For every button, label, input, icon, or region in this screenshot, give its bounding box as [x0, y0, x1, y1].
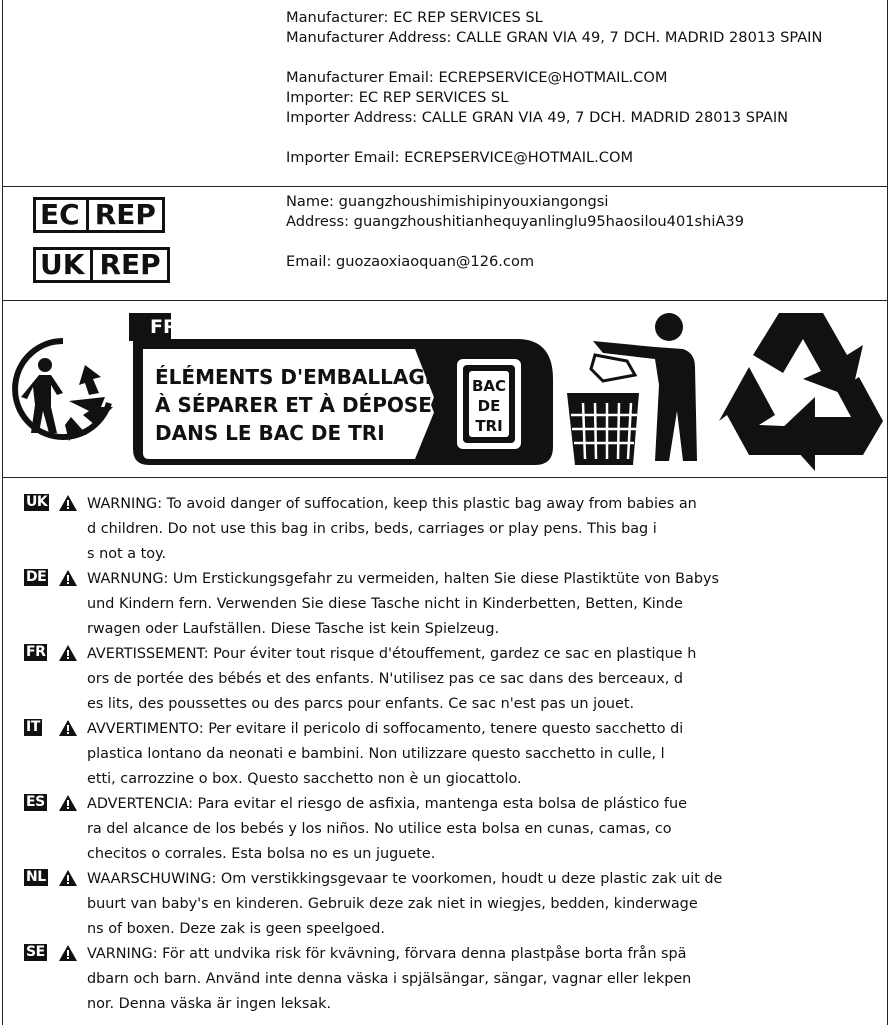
warning-line: plastica lontano da neonati e bambini. Non utilizzare questo sacchetto in culle, l	[87, 746, 665, 762]
warning-triangle-icon	[59, 645, 77, 661]
warning-text-nl	[87, 867, 722, 942]
warning-uk	[3, 492, 887, 567]
uk-rep-right: REP	[99, 248, 161, 281]
flag-de: DE	[26, 569, 47, 585]
info-tri-tag: FR	[150, 316, 178, 338]
importer-address: Importer Address: CALLE GRAN VIA 49, 7 DCH. MADRID 28013 SPAIN	[286, 109, 789, 126]
warning-line: AVVERTIMENTO: Per evitare il pericolo di soffocamento, tenere questo sacchetto di	[87, 721, 684, 737]
warning-line: buurt van baby's en kinderen. Gebruik deze zak niet in wiegjes, bedden, kinderwage	[87, 896, 698, 912]
warning-line: ors de portée des bébés et des enfants. N'utilisez pas ce sac dans des berceaux, d	[87, 671, 684, 687]
info-tri-line-1: ÉLÉMENTS D'EMBALLAGE	[155, 365, 439, 389]
representative-section	[3, 187, 887, 301]
warning-text-es	[87, 792, 687, 867]
warning-text-uk	[87, 492, 697, 567]
manufacturer-name: Manufacturer: EC REP SERVICES SL	[286, 9, 543, 26]
manufacturer-email: Manufacturer Email: ECREPSERVICE@HOTMAIL.COM	[286, 69, 668, 86]
manufacturer-address: Manufacturer Address: CALLE GRAN VIA 49, 7 DCH. MADRID 28013 SPAIN	[286, 29, 823, 46]
warnings-section	[3, 478, 887, 1025]
uk-rep-left: UK	[36, 250, 93, 280]
info-tri-label	[125, 309, 557, 473]
flag-it: IT	[26, 719, 40, 735]
rep-address: Address: guangzhoushitianhequyanlinglu95haosilou401shiA39	[286, 213, 744, 230]
warning-line: d children. Do not use this bag in cribs, beds, carriages or play pens. This bag i	[87, 521, 657, 537]
flag-uk: UK	[26, 494, 48, 510]
importer-name: Importer: EC REP SERVICES SL	[286, 89, 509, 106]
warning-line: s not a toy.	[87, 546, 167, 562]
warning-nl	[3, 867, 887, 942]
warning-triangle-icon	[59, 720, 77, 736]
warning-fr	[3, 642, 887, 717]
recycling-section	[3, 301, 887, 478]
warning-text-de	[87, 567, 719, 642]
flag-es: ES	[26, 794, 45, 810]
warning-line: etti, carrozzine o box. Questo sacchetto non è un giocattolo.	[87, 771, 522, 787]
representative-info	[286, 192, 744, 272]
manufacturer-info	[286, 8, 822, 168]
warning-it	[3, 717, 887, 792]
warning-line: rwagen oder Laufställen. Diese Tasche ist kein Spielzeug.	[87, 621, 500, 637]
warning-line: WARNUNG: Um Erstickungsgefahr zu vermeiden, halten Sie diese Plastiktüte von Babys	[87, 571, 720, 587]
warning-triangle-icon	[59, 495, 77, 511]
warning-line: AVERTISSEMENT: Pour éviter tout risque d'étouffement, gardez ce sac en plastique h	[87, 646, 697, 662]
rep-name: Name: guangzhoushimishipinyouxiangongsi	[286, 193, 609, 210]
rep-email: Email: guozaoxiaoquan@126.com	[286, 253, 535, 270]
warning-line: ra del alcance de los bebés y los niños. No utilice esta bolsa en cunas, camas, co	[87, 821, 672, 837]
warning-line: nor. Denna väska är ingen leksak.	[87, 996, 332, 1012]
warning-text-se	[87, 942, 691, 1017]
ec-rep-badge	[33, 197, 165, 233]
bin-line-1: BAC	[471, 377, 507, 395]
flag-fr: FR	[26, 644, 46, 660]
warning-line: checitos o corrales. Esta bolsa no es un juguete.	[87, 846, 436, 862]
warning-line: ADVERTENCIA: Para evitar el riesgo de asfixia, mantenga esta bolsa de plástico fue	[87, 796, 687, 812]
warning-text-it	[87, 717, 683, 792]
warning-line: dbarn och barn. Använd inte denna väska i spjälsängar, sängar, vagnar eller lekpen	[87, 971, 692, 987]
uk-rep-badge	[33, 247, 170, 283]
tidyman-icon	[563, 311, 711, 467]
bin-line-3: TRI	[475, 417, 503, 435]
warning-triangle-icon	[59, 945, 77, 961]
warning-line: VARNING: För att undvika risk för kvävning, förvara denna plastpåse borta från spä	[87, 946, 687, 962]
manufacturer-section	[3, 0, 887, 187]
flag-nl: NL	[26, 869, 46, 885]
warning-es	[3, 792, 887, 867]
flag-se: SE	[26, 944, 45, 960]
recycle-icon	[719, 305, 887, 473]
info-tri-line-3: DANS LE BAC DE TRI	[155, 421, 385, 445]
warning-de	[3, 567, 887, 642]
warning-triangle-icon	[59, 870, 77, 886]
label-sheet	[2, 0, 888, 1025]
warning-triangle-icon	[59, 570, 77, 586]
importer-email: Importer Email: ECREPSERVICE@HOTMAIL.COM	[286, 149, 634, 166]
warning-line: ns of boxen. Deze zak is geen speelgoed.	[87, 921, 385, 937]
warning-line: es lits, des poussettes ou des parcs pour enfants. Ce sac n'est pas un jouet.	[87, 696, 635, 712]
warnings-list	[3, 492, 887, 1017]
triman-icon	[9, 335, 117, 443]
warning-se	[3, 942, 887, 1017]
warning-text-fr	[87, 642, 696, 717]
ec-rep-right: REP	[94, 198, 156, 231]
warning-triangle-icon	[59, 795, 77, 811]
bin-line-2: DE	[477, 397, 501, 415]
warning-line: und Kindern fern. Verwenden Sie diese Tasche nicht in Kinderbetten, Betten, Kinde	[87, 596, 683, 612]
ec-rep-left: EC	[36, 200, 89, 230]
info-tri-line-2: À SÉPARER ET À DÉPOSER	[155, 393, 448, 417]
warning-line: WAARSCHUWING: Om verstikkingsgevaar te voorkomen, houdt u deze plastic zak uit de	[87, 871, 723, 887]
warning-line: WARNING: To avoid danger of suffocation, keep this plastic bag away from babies an	[87, 496, 697, 512]
